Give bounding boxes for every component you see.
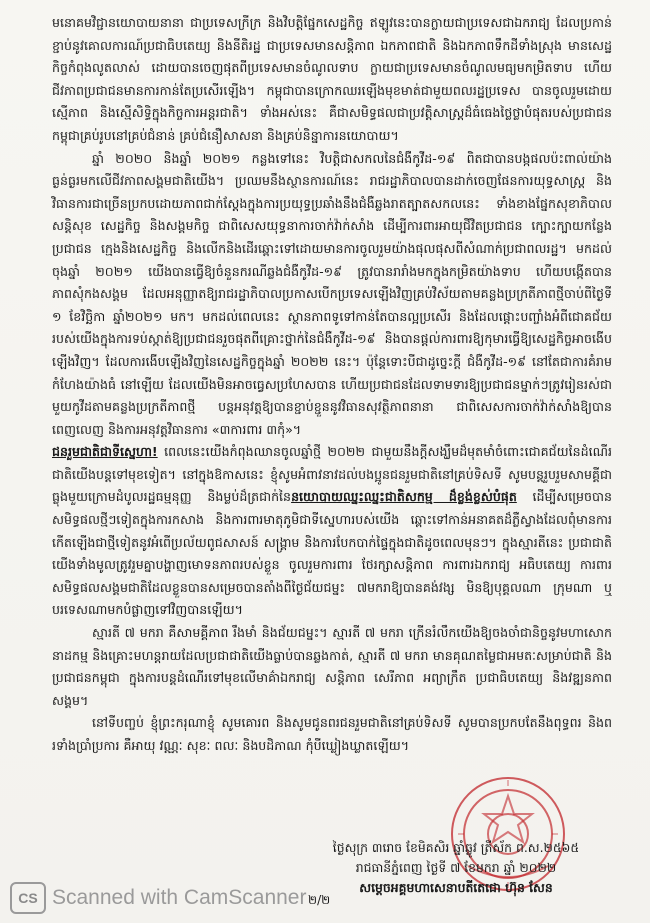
paragraph-1: មនោគមវិជ្ជានយោបាយនានា ជាប្រទេសក្រីក្រ និងវិបត្តិផ្នែកសេដ្ឋកិច្ច ឥឡូវនេះបានក្លាយជាប្រទេសជាឯករាជ្យ ដែលប្រកាន់ខ្ជាប់នូវគោលការណ៍ប្រជាធិបតេយ្យ និងនីតិរដ្ឋ ជាប្រទេសមានសន្តិភាព ឯកភាពជាតិ និងឯកភាពទឹកដីទាំងស្រុង មានសេដ្ឋកិច្ចកំពុងលូតលាស់ ដោយបានចេញផុតពីប្រទេសមានចំណូលទាប ក្លាយជាប្រទេសមានចំណូលមធ្យមកម្រិតទាប ហើយជីវភាពប្រជាជនមានការកាន់តែប្រសើរឡើង។ កម្ពុជាបានក្រោកឈរឡើងមុខមាត់ជាមួយពលរដ្ឋប្រទេស បានចូលរួមដោយស្មើភាព និងស្មើសិទ្ធិក្នុងកិច្ចការអន្តរជាតិ។ ទាំងអស់នេះ គឺជាសមិទ្ធផលជាប្រវត្តិសាស្ត្រដ៏ធំធេងថ្លៃថ្លាបំផុតរបស់ប្រជាជនកម្ពុជាគ្រប់រូបនៅគ្រប់ជំនាន់ គ្រប់ជំនឿសាសនា និងគ្រប់និន្នាការនយោបាយ។ [52, 15, 612, 143]
paragraph-3-text: ពេលនេះយើងកំពុងឈានចូលឆ្នាំថ្មី ២០២២ ជាមួយនឹងក្តីសង្ឃឹមដ៏មុតមាំចំពោះជោគជ័យនៃដំណើរជាតិយើងបន្តទៅមុខទៀត។ នៅក្នុងឱកាសនេះ ខ្ញុំសូមអំពាវនាវដល់បងប្អូនជនរួមជាតិនៅគ្រប់ទិសទី សូមបន្តរួបរួមសាមគ្គីជាធ្លុងមួយក្រោមដំបូលរដ្ឋធម្មនុញ្ញ និងម្លប់ដ៏ត្រជាក់នៃ [52, 444, 612, 505]
document-body [52, 12, 612, 758]
salutation: ជនរួមជាតិជាទីស្នេហា! [52, 444, 158, 460]
paragraph-3-tail: ដើម្បីសម្រេចបានសមិទ្ធផលថ្មីៗទៀតក្នុងការកសាង និងការពារមាតុភូមិជាទីស្នេហារបស់យើង ឆ្ពោះទៅកាន់អនាគតដ៏ភ្លឺស្វាងដែលពុំមានការកើតឡើងជាថ្មីទៀតនូវអំពើប្រល័យពូជសាសន៍ សង្គ្រាម និងការបែកបាក់ផ្ទៃក្នុងជាតិដូចពេលមុនៗ។ ក្នុងស្មារតីនេះ ប្រជាជាតិយើងទាំងមូលត្រូវរួមគ្នាបង្ហាញមោទនភាពរបស់ខ្លួន ចូលរួមការពារ ថែរក្សាសន្តិភាព ការពារឯករាជ្យ អធិបតេយ្យ ការពារសមិទ្ធផលសង្គមជាតិដែលខ្លួនបានសម្រេចបានតាំងពីថ្ងៃជ័យជម្នះ ៧មករាឱ្យបានគង់វង្ស មិនឱ្យបុគ្គលណា ក្រុមណា ឬបរទេសណាមកបំផ្លាញទៅវិញបានឡើយ។ [52, 489, 612, 618]
paragraph-2: ឆ្នាំ ២០២០ និងឆ្នាំ ២០២១ កន្លងទៅនេះ វិបត្តិជាសកលនៃជំងឺកូវីដ-១៩ ពិតជាបានបង្កផលប៉ះពាល់យ៉ាងធ្ងន់ធ្ងរមកលើជីវភាពសង្គមជាតិយើង។ ប្រឈមនឹងស្ថានការណ៍នេះ រាជរដ្ឋាភិបាលបានដាក់ចេញផែនការយុទ្ធសាស្ត្រ និងវិធានការជាច្រើនប្រកបដោយភាពជាក់ស្តែងក្នុងការប្រយុទ្ធប្រឆាំងនឹងជំងឺឆ្លងរាតត្បាតសកលនេះ ទាំងខាងផ្នែកសុខាភិបាល សន្តិសុខ សេដ្ឋកិច្ច និងសង្គមកិច្ច ជាពិសេសយុទ្ធនាការចាក់វ៉ាក់សាំង ដើម្បីការពារអាយុជីវិតប្រជាជន ក្បោះក្បាយកន្លែងប្រជាជន ក្មេងនិងសេដ្ឋកិច្ច និងលើកនិងដើរឆ្ពោះទៅដោយមានការចូលរួមយ៉ាងផុលផុសពីសំណាក់ប្រជាពលរដ្ឋ។ មកដល់ចុងឆ្នាំ ២០២១ យើងបានធ្វើឱ្យចំនួនករណីឆ្លងជំងឺកូវីដ-១៩ ត្រូវបានរារាំងមកក្នុងកម្រិតយ៉ាងទាប ហើយបង្កើតបានភាពសុំកងសង្គម ដែលអនុញ្ញាតឱ្យរាជរដ្ឋាភិបាលប្រកាសបើកប្រទេសឡើងវិញគ្រប់វិស័យតាមគន្លងប្រក្រតីភាពថ្មីចាប់ពីថ្ងៃទី ១ ខែវិច្ឆិកា ឆ្នាំ២០២១ មក។ មកដល់ពេលនេះ ស្ថានភាពទូទៅកាន់តែបានល្អប្រសើរ និងដែលផ្តោះបញ្ចាំងអំពីជោគជ័យរបស់យើងក្នុងការទប់ស្កាត់ឱ្យប្រជាជនរួចផុតពីគ្រោះថ្នាក់នៃជំងឺកូវីដ-១៩ និងបានផ្តល់ការពារឱ្យកុមារធ្វើឱ្យសេដ្ឋកិច្ចអាចងើបឡើងវិញ។ ដែលការងើបឡើងវិញនៃសេដ្ឋកិច្ចក្នុងឆ្នាំ ២០២២ នេះ។ ប៉ុន្តែទោះបីជាដូច្នេះក្តី ជំងឺកូវីដ-១៩ នៅតែជាការគំរាមកំហែងយ៉ាងធំ នៅឡើយ ដែលយើងមិនអាចធ្វេសប្រហែសបាន ហើយប្រជាជនដែលទាមទារឱ្យប្រជាជនម្នាក់ៗត្រូវរៀនរស់ជាមួយកូវីដតាមគន្លងប្រក្រតីភាពថ្មី បន្តអនុវត្តឱ្យបានខ្ជាប់ខ្ជួននូវវិធានសុវត្ថិភាពនានា ជាពិសេសការចាក់វ៉ាក់សាំងឱ្យបានពេញលេញ និងការអនុវត្តវិធានការ «៣ការពារ ៣កុំ»។ [52, 150, 612, 437]
paragraph-5: នៅទីបញ្ចប់ ខ្ញុំព្រះករុណាខ្ញុំ សូមគោរព និងសូមជូនពរជនរួមជាតិនៅគ្រប់ទិសទី សូមបានប្រកបតែនឹងពុទ្ធពរ និងពរទាំងប្រាំប្រការ គឺអាយុ វណ្ណៈ សុខៈ ពលៈ និងបដិភាណ កុំបីឃ្លៀងឃ្លាតឡើយ។ [52, 715, 612, 753]
camscanner-logo-icon: CS [10, 882, 46, 914]
camscanner-text: Scanned with CamScanner [52, 886, 307, 909]
policy-emphasis: នយោបាយឈ្នះឈ្នះជាតិសកម្ម ដ៏ខ្លង់ខ្លស់បំផុត [291, 489, 517, 505]
page-number: ២/២ [308, 893, 331, 907]
signatory-name: សម្តេចអគ្គមហាសេនាបតីតេជោ ហ៊ុន សែន [359, 880, 553, 895]
paragraph-3 [52, 441, 612, 622]
date-line-lunar: ថ្ងៃសុក្រ ៣រោច ខែមិគសិរ ឆ្នាំឆ្លូវ ត្រីស័ក ព.ស.២៥៦៥ [332, 840, 580, 855]
date-line-solar: រាជធានីភ្នំពេញ ថ្ងៃទី ៧ ខែមករា ឆ្នាំ ២០២២ [355, 860, 557, 875]
paragraph-4: ស្មារតី ៧ មករា គឺសាមគ្គីភាព រឹងមាំ និងជ័យជម្នះ។ ស្មារតី ៧ មករា ក្រើនរំលឹកយើងឱ្យចងចាំជានិច្ចនូវមហាសោកនាដកម្ម និងគ្រោះមហន្តរាយដែលប្រជាជាតិយើងធ្លាប់បានឆ្លងកាត់, ស្មារតី ៧ មករា មានគុណតម្លៃជាអមតៈសម្រាប់ជាតិ និងប្រជាជនកម្ពុជា ក្នុងការបន្តដំណើរទៅមុខលើមាគ៌ាឯករាជ្យ សន្តិភាព សេរីភាព អព្យាក្រឹត ប្រជាធិបតេយ្យ និងវឌ្ឍនភាពសង្គម។ [52, 625, 612, 708]
